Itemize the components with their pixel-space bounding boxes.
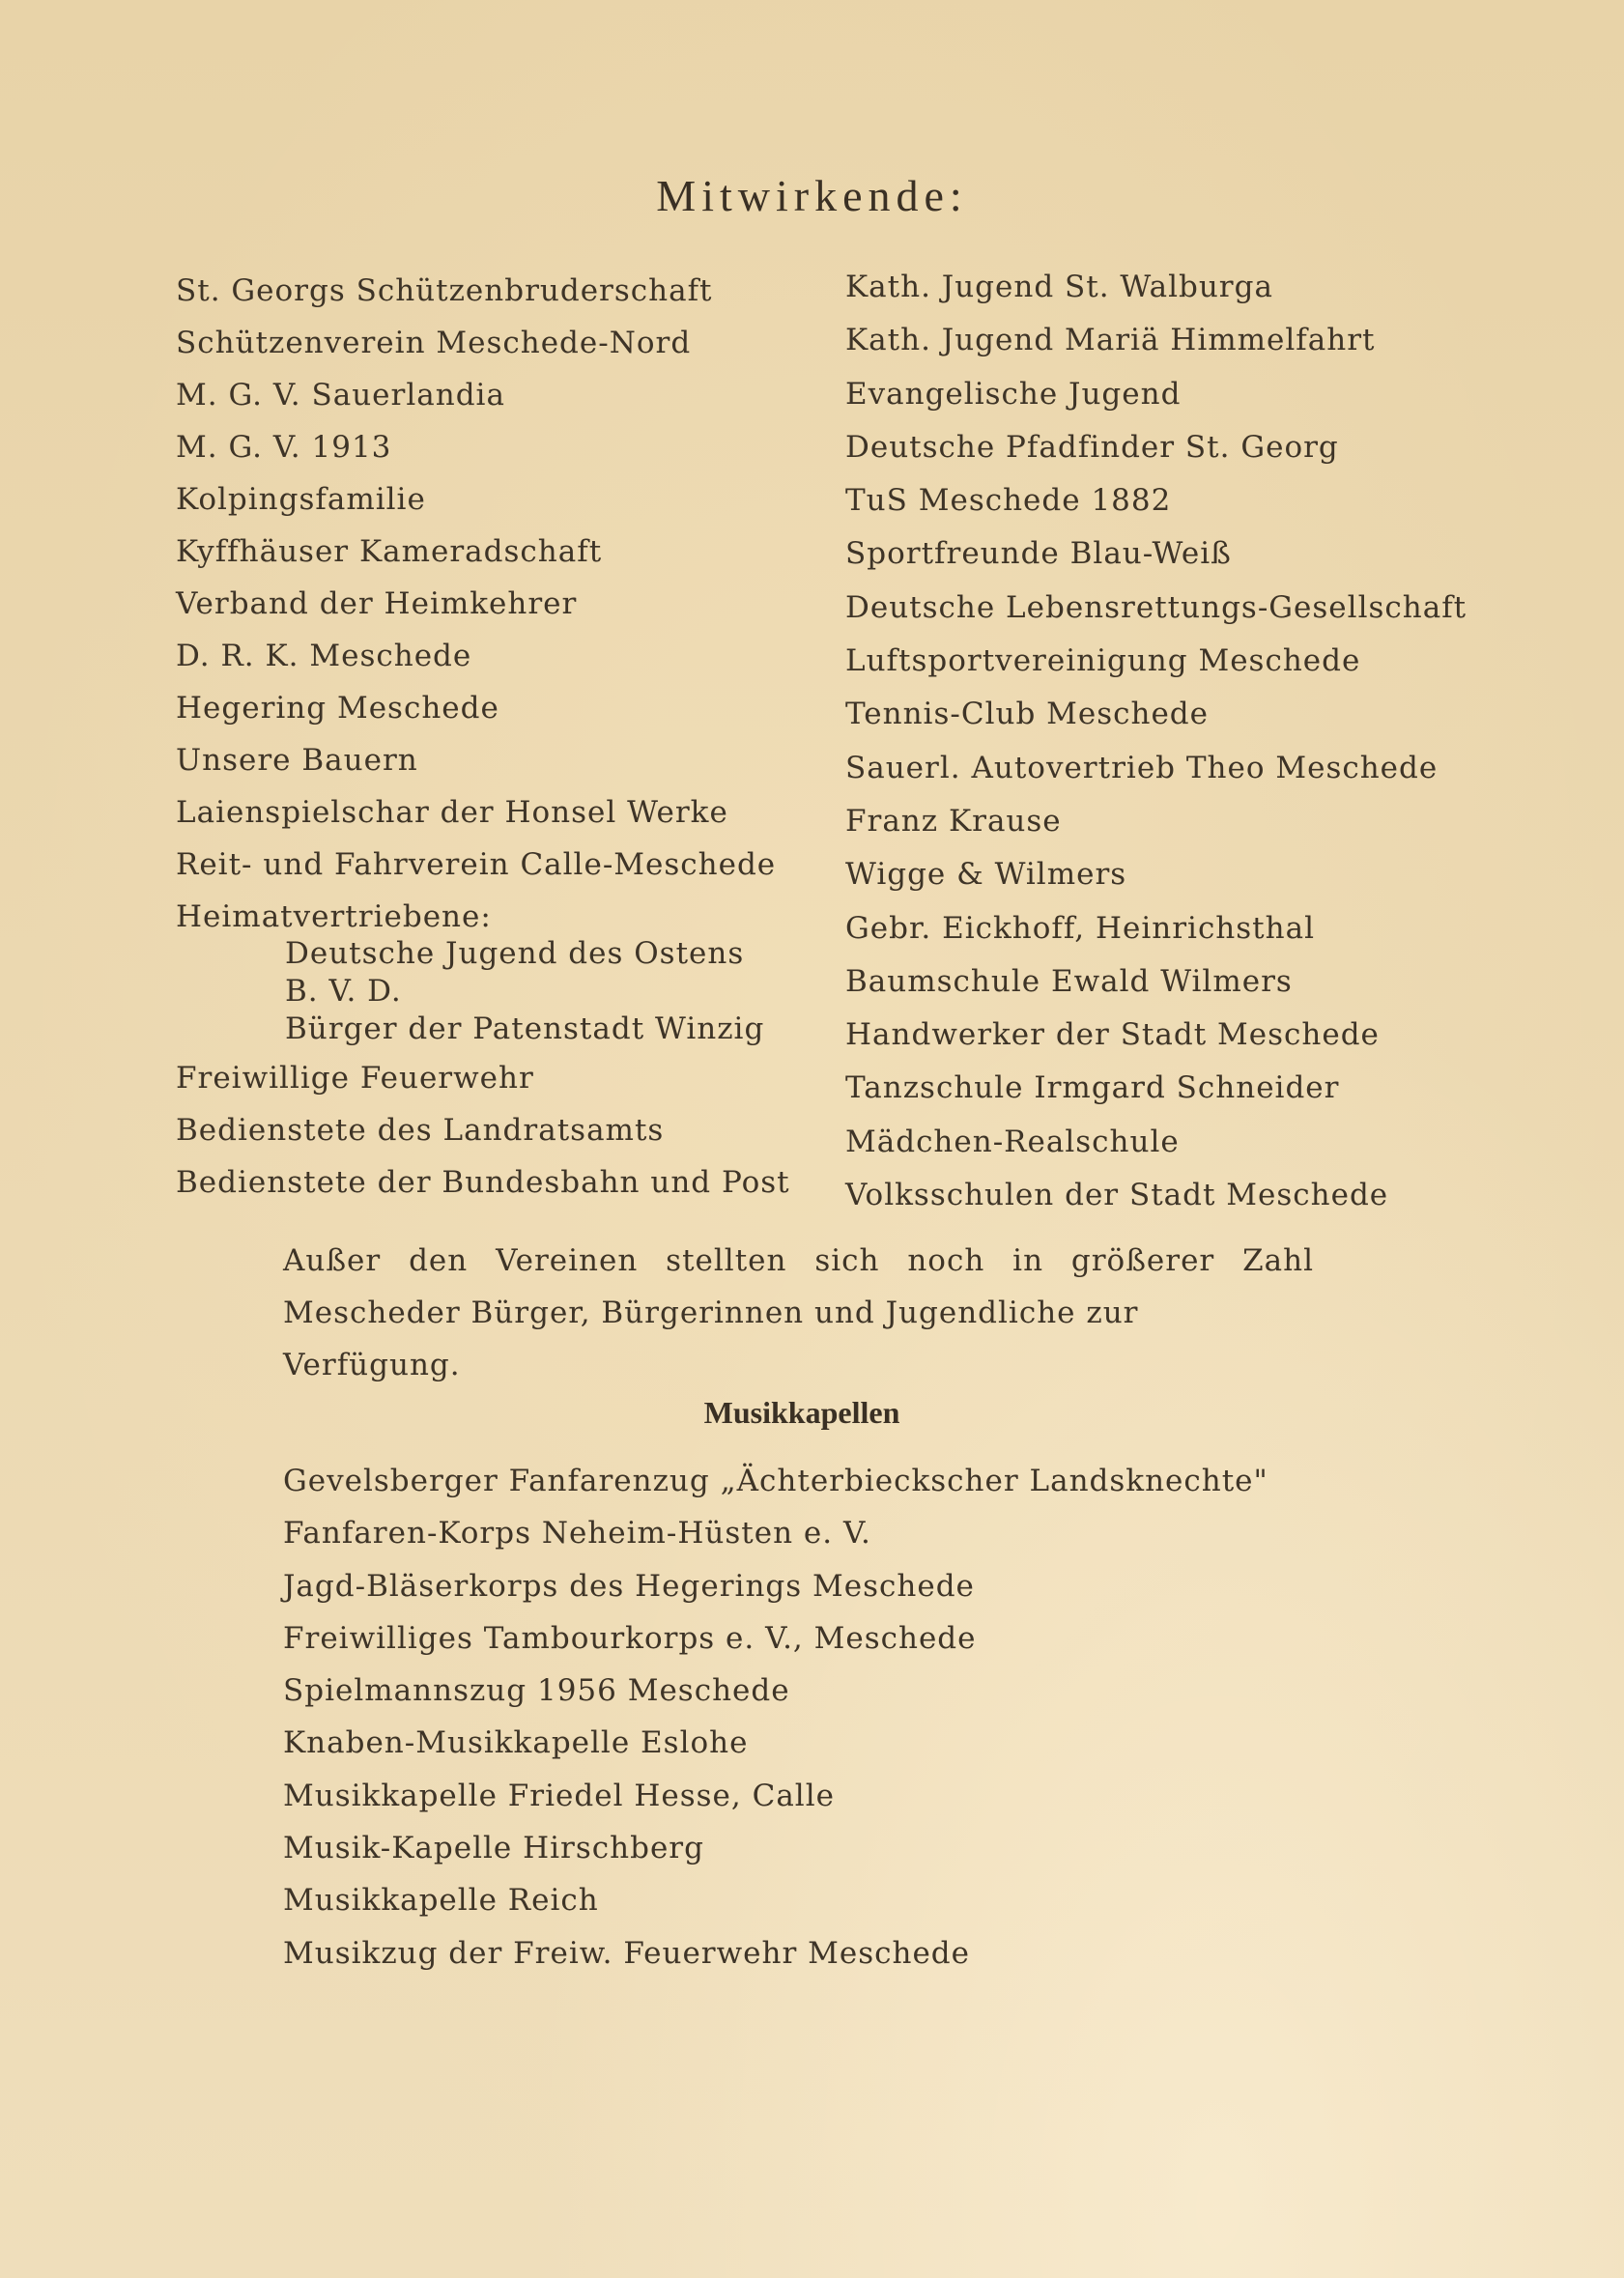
list-item: Spielmannszug 1956 Meschede [283, 1673, 790, 1709]
list-item: Jagd-Bläserkorps des Hegerings Meschede [283, 1568, 975, 1604]
list-item: Freiwillige Feuerwehr [176, 1061, 534, 1096]
list-item: Gebr. Eickhoff, Heinrichsthal [845, 910, 1315, 946]
list-item: Reit- und Fahrverein Calle-Meschede [176, 847, 777, 882]
note-line: Mescheder Bürger, Bürgerinnen und Jugendliche zur Verfügung. [283, 1296, 1139, 1382]
list-item: Freiwilliges Tambourkorps e. V., Meschede [283, 1620, 977, 1656]
sub-list-item: Bürger der Patenstadt Winzig [285, 1011, 765, 1046]
list-item: Bedienstete der Bundesbahn und Post [176, 1165, 790, 1200]
list-item: Deutsche Pfadfinder St. Georg [845, 429, 1339, 465]
list-item: Wigge & Wilmers [845, 857, 1127, 893]
list-item: Hegering Meschede [176, 691, 499, 726]
list-item: Deutsche Lebensrettungs-Gesellschaft [845, 589, 1467, 625]
list-item: Musik-Kapelle Hirschberg [283, 1831, 704, 1866]
list-item: Mädchen-Realschule [845, 1124, 1180, 1159]
list-item: Volksschulen der Stadt Meschede [845, 1178, 1389, 1213]
list-item: Tanzschule Irmgard Schneider [845, 1070, 1340, 1106]
list-item: Evangelische Jugend [845, 376, 1182, 412]
volunteers-note [283, 1235, 1317, 1391]
list-item: Kath. Jugend Mariä Himmelfahrt [845, 323, 1376, 358]
list-item: TuS Meschede 1882 [845, 483, 1172, 519]
sub-list-item: Deutsche Jugend des Ostens [285, 936, 745, 971]
list-item: Fanfaren-Korps Neheim-Hüsten e. V. [283, 1516, 871, 1552]
sub-list-item: B. V. D. [285, 974, 402, 1009]
list-item: Laienspielschar der Honsel Werke [176, 795, 728, 830]
list-item: Unsere Bauern [176, 743, 418, 778]
list-item: M. G. V. 1913 [176, 430, 392, 465]
list-item: Gevelsberger Fanfarenzug „Ächterbieckscher Landsknechte" [283, 1464, 1268, 1498]
list-item: Musikkapelle Reich [283, 1883, 599, 1919]
music-section-title: Musikkapellen [703, 1395, 900, 1430]
list-item: Franz Krause [845, 803, 1062, 839]
page-title: Mitwirkende: [656, 171, 968, 220]
music-bands-list [283, 1455, 1268, 1979]
list-item: Verband der Heimkehrer [176, 586, 578, 621]
participants-left-column [176, 265, 790, 1209]
list-item: M. G. V. Sauerlandia [176, 378, 505, 413]
list-item: Kolpingsfamilie [176, 482, 426, 517]
list-item: Handwerker der Stadt Meschede [845, 1017, 1380, 1053]
list-item: Heimatvertriebene: [176, 899, 492, 934]
list-item: Musikkapelle Friedel Hesse, Calle [283, 1778, 835, 1813]
list-item: Kyffhäuser Kameradschaft [176, 534, 603, 569]
list-item: Sportfreunde Blau-Weiß [845, 536, 1232, 572]
list-item: Luftsportvereinigung Meschede [845, 643, 1361, 679]
list-item: St. Georgs Schützenbruderschaft [176, 273, 713, 308]
list-item: Baumschule Ewald Wilmers [845, 963, 1293, 999]
list-item: Bedienstete des Landratsamts [176, 1113, 665, 1148]
list-item: Musikzug der Freiw. Feuerwehr Meschede [283, 1935, 970, 1971]
list-item: Kath. Jugend St. Walburga [845, 270, 1273, 304]
list-item: Tennis-Club Meschede [845, 697, 1210, 732]
participants-right-column [845, 261, 1467, 1222]
note-line: Außer den Vereinen stellten sich noch in größerer Zahl [283, 1243, 1314, 1278]
list-item: Sauerl. Autovertrieb Theo Meschede [845, 750, 1439, 785]
list-item: Knaben-Musikkapelle Eslohe [283, 1725, 749, 1761]
list-item: D. R. K. Meschede [176, 639, 472, 673]
list-item: Schützenverein Meschede-Nord [176, 326, 692, 360]
